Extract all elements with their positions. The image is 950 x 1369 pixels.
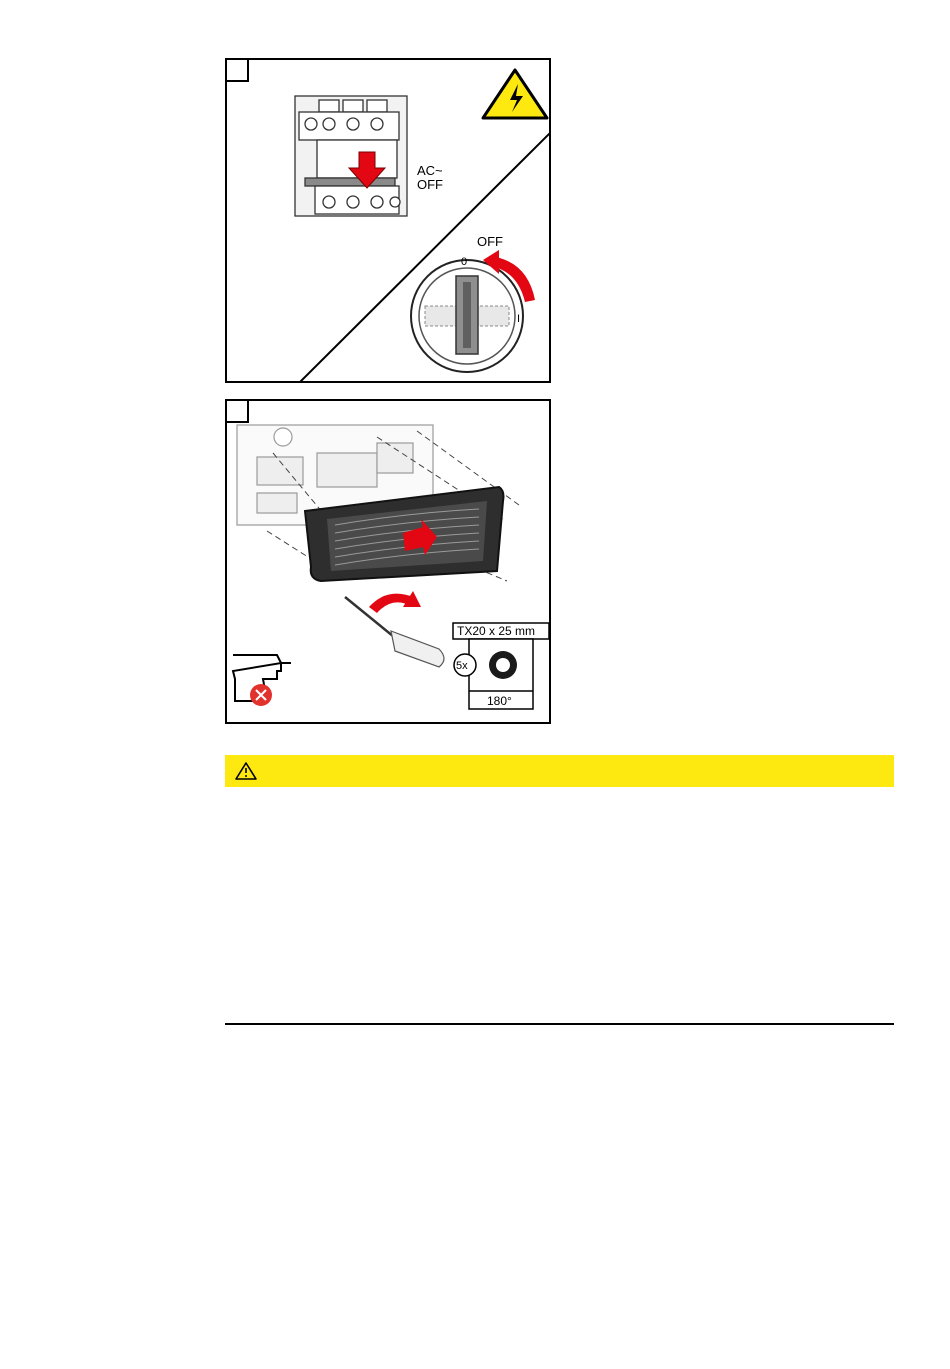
electrical-hazard-icon	[483, 70, 547, 118]
figure-remove-cover	[225, 399, 551, 724]
bit-size-label: TX20 x 25 mm	[457, 624, 536, 638]
circuit-breaker-icon	[295, 96, 407, 216]
rotary-switch-icon	[411, 260, 523, 372]
dial-zero-label: 0	[461, 256, 468, 268]
caution-bar	[225, 755, 894, 787]
horizontal-divider	[225, 1023, 894, 1025]
rotation-angle-label: 180°	[487, 694, 512, 708]
off-label: OFF	[477, 234, 503, 249]
switch-off-illustration	[227, 60, 551, 383]
figure-switch-off-ac	[225, 58, 551, 383]
screwdriver-icon	[345, 597, 444, 667]
screw-count-label: 5x	[456, 660, 468, 672]
ac-label-line1: AC~	[417, 163, 443, 178]
caution-icon	[235, 761, 257, 781]
remove-cover-illustration	[227, 401, 551, 724]
dial-one-label: I	[517, 313, 521, 325]
no-drill-icon	[233, 655, 291, 706]
ac-label-line2: OFF	[417, 177, 443, 192]
